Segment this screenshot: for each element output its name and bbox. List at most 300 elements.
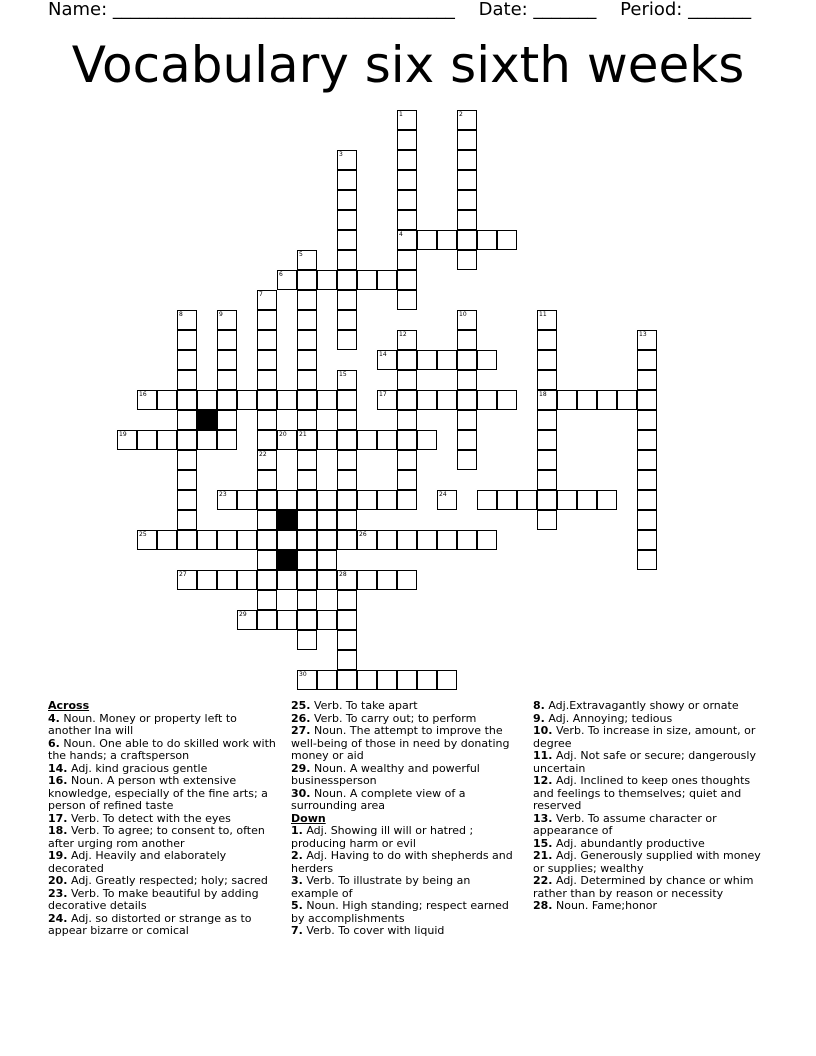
grid-cell[interactable]: [177, 530, 197, 550]
grid-cell[interactable]: [397, 370, 417, 390]
grid-cell[interactable]: [257, 490, 277, 510]
grid-cell[interactable]: [377, 670, 397, 690]
grid-cell[interactable]: [317, 390, 337, 410]
clue-item: [48, 775, 276, 813]
grid-cell[interactable]: [317, 610, 337, 630]
grid-cell[interactable]: [637, 350, 657, 370]
grid-cell[interactable]: [257, 350, 277, 370]
grid-cell[interactable]: [177, 510, 197, 530]
grid-cell[interactable]: [317, 550, 337, 570]
clue-number: 18: [539, 391, 547, 398]
grid-cell[interactable]: [357, 490, 377, 510]
grid-cell[interactable]: [257, 550, 277, 570]
grid-cell[interactable]: [257, 590, 277, 610]
grid-cell[interactable]: [337, 410, 357, 430]
clue-item-number: 13.: [533, 811, 553, 825]
grid-cell[interactable]: [257, 410, 277, 430]
clue-number: 21: [299, 431, 307, 438]
grid-cell[interactable]: [177, 430, 197, 450]
clue-number: 24: [439, 491, 447, 498]
grid-cell[interactable]: [457, 450, 477, 470]
clue-item-text: Adj. Determined by chance or whim rather than by reason or necessity: [533, 874, 754, 900]
grid-cell[interactable]: [217, 330, 237, 350]
grid-cell[interactable]: [157, 530, 177, 550]
clue-number: 7: [259, 291, 263, 298]
grid-cell[interactable]: [637, 510, 657, 530]
grid-cell[interactable]: [337, 610, 357, 630]
grid-cell[interactable]: [337, 470, 357, 490]
grid-cell[interactable]: [337, 150, 357, 170]
clue-item-text: Verb. To increase in size, amount, or degree: [533, 724, 756, 750]
grid-cell[interactable]: [237, 530, 257, 550]
grid-cell[interactable]: [537, 390, 557, 410]
grid-cell[interactable]: [457, 530, 477, 550]
grid-cell[interactable]: [457, 190, 477, 210]
clue-item-text: Verb. To detect with the eyes: [67, 811, 231, 825]
clue-number: 9: [219, 311, 223, 318]
clue-item: [291, 875, 519, 900]
grid-cell[interactable]: [277, 510, 297, 530]
grid-cell[interactable]: [337, 210, 357, 230]
grid-cell[interactable]: [417, 390, 437, 410]
clue-item-text: Noun. The attempt to improve the well-being of those in need by donating money or aid: [291, 724, 510, 762]
grid-cell[interactable]: [597, 390, 617, 410]
grid-cell[interactable]: [497, 390, 517, 410]
grid-cell[interactable]: [337, 370, 357, 390]
grid-cell[interactable]: [337, 670, 357, 690]
grid-cell[interactable]: [217, 310, 237, 330]
grid-cell[interactable]: [217, 530, 237, 550]
grid-cell[interactable]: [537, 450, 557, 470]
clue-number: 28: [339, 571, 347, 578]
grid-cell[interactable]: [337, 430, 357, 450]
grid-cell[interactable]: [497, 490, 517, 510]
grid-cell[interactable]: [457, 110, 477, 130]
grid-cell[interactable]: [277, 390, 297, 410]
grid-cell[interactable]: [357, 430, 377, 450]
grid-cell[interactable]: [357, 270, 377, 290]
grid-cell[interactable]: [637, 430, 657, 450]
clue-number: 30: [299, 671, 307, 678]
clue-item-number: 19.: [48, 849, 68, 862]
clue-item-number: 3.: [291, 874, 303, 887]
grid-cell[interactable]: [337, 170, 357, 190]
grid-cell[interactable]: [397, 490, 417, 510]
grid-cell[interactable]: [637, 330, 657, 350]
grid-cell[interactable]: [437, 670, 457, 690]
grid-cell[interactable]: [477, 490, 497, 510]
grid-cell[interactable]: [217, 390, 237, 410]
grid-cell[interactable]: [317, 570, 337, 590]
grid-cell[interactable]: [177, 310, 197, 330]
grid-cell[interactable]: [337, 190, 357, 210]
grid-cell[interactable]: [377, 530, 397, 550]
grid-cell[interactable]: [297, 550, 317, 570]
clue-item: [48, 850, 276, 875]
grid-cell[interactable]: [397, 190, 417, 210]
clue-item-number: 15.: [533, 836, 553, 850]
grid-cell[interactable]: [537, 370, 557, 390]
grid-cell[interactable]: [357, 570, 377, 590]
clue-number: 27: [179, 571, 187, 578]
grid-cell[interactable]: [617, 390, 637, 410]
grid-cell[interactable]: [457, 310, 477, 330]
grid-cell[interactable]: [417, 350, 437, 370]
grid-cell[interactable]: [477, 530, 497, 550]
grid-cell[interactable]: [397, 450, 417, 470]
grid-cell[interactable]: [637, 470, 657, 490]
clue-number: 8: [179, 311, 183, 318]
grid-cell[interactable]: [557, 390, 577, 410]
grid-cell[interactable]: [337, 510, 357, 530]
grid-cell[interactable]: [277, 550, 297, 570]
grid-cell[interactable]: [257, 530, 277, 550]
grid-cell[interactable]: [337, 270, 357, 290]
grid-cell[interactable]: [577, 390, 597, 410]
grid-cell[interactable]: [437, 350, 457, 370]
page-title: Vocabulary six sixth weeks: [71, 36, 745, 94]
grid-cell[interactable]: [337, 250, 357, 270]
grid-cell[interactable]: [457, 390, 477, 410]
grid-cell[interactable]: [197, 390, 217, 410]
grid-cell[interactable]: [297, 430, 317, 450]
grid-cell[interactable]: [637, 450, 657, 470]
grid-cell[interactable]: [337, 590, 357, 610]
grid-cell[interactable]: [397, 430, 417, 450]
grid-cell[interactable]: [317, 490, 337, 510]
grid-cell[interactable]: [337, 310, 357, 330]
clue-item-number: 1.: [291, 824, 303, 837]
grid-cell[interactable]: [457, 230, 477, 250]
grid-cell[interactable]: [337, 630, 357, 650]
clue-number: 17: [379, 391, 387, 398]
grid-cell[interactable]: [537, 330, 557, 350]
grid-cell[interactable]: [157, 390, 177, 410]
grid-cell[interactable]: [317, 670, 337, 690]
grid-cell[interactable]: [297, 390, 317, 410]
grid-cell[interactable]: [457, 150, 477, 170]
grid-cell[interactable]: [177, 470, 197, 490]
clue-item-text: Adj. Generously supplied with money or supplies; wealthy: [533, 849, 761, 875]
grid-cell[interactable]: [397, 670, 417, 690]
grid-cell[interactable]: [477, 390, 497, 410]
grid-cell[interactable]: [217, 350, 237, 370]
clue-number: 11: [539, 311, 547, 318]
clue-item: [48, 888, 276, 913]
grid-cell[interactable]: [297, 250, 317, 270]
grid-cell[interactable]: [177, 350, 197, 370]
grid-cell[interactable]: [397, 110, 417, 130]
grid-cell[interactable]: [197, 430, 217, 450]
grid-cell[interactable]: [337, 490, 357, 510]
grid-cell[interactable]: [577, 490, 597, 510]
clue-number: 10: [459, 311, 467, 318]
clue-item-number: 24.: [48, 911, 68, 925]
grid-cell[interactable]: [357, 670, 377, 690]
grid-cell[interactable]: [257, 310, 277, 330]
grid-cell[interactable]: [437, 530, 457, 550]
grid-cell[interactable]: [257, 470, 277, 490]
grid-cell[interactable]: [557, 490, 577, 510]
clue-number: 15: [339, 371, 347, 378]
grid-cell[interactable]: [117, 430, 137, 450]
grid-cell[interactable]: [237, 610, 257, 630]
clue-item-text: Verb. To illustrate by being an example of: [291, 874, 471, 900]
grid-cell[interactable]: [297, 530, 317, 550]
clue-number: 20: [279, 431, 287, 438]
grid-cell[interactable]: [317, 430, 337, 450]
grid-cell[interactable]: [277, 490, 297, 510]
grid-cell[interactable]: [437, 390, 457, 410]
grid-cell[interactable]: [597, 490, 617, 510]
grid-cell[interactable]: [277, 530, 297, 550]
clue-item-number: 10.: [533, 724, 553, 737]
clue-item: [291, 900, 519, 925]
grid-cell[interactable]: [437, 230, 457, 250]
grid-cell[interactable]: [197, 530, 217, 550]
grid-cell[interactable]: [277, 270, 297, 290]
clue-item: [291, 763, 519, 788]
grid-cell[interactable]: [537, 490, 557, 510]
grid-cell[interactable]: [457, 330, 477, 350]
grid-cell[interactable]: [157, 430, 177, 450]
grid-cell[interactable]: [457, 210, 477, 230]
grid-cell[interactable]: [257, 610, 277, 630]
grid-cell[interactable]: [417, 230, 437, 250]
clue-number: 23: [219, 491, 227, 498]
grid-cell[interactable]: [397, 350, 417, 370]
grid-cell[interactable]: [337, 230, 357, 250]
grid-cell[interactable]: [297, 570, 317, 590]
grid-cell[interactable]: [377, 390, 397, 410]
grid-cell[interactable]: [177, 410, 197, 430]
grid-cell[interactable]: [177, 490, 197, 510]
grid-cell[interactable]: [377, 270, 397, 290]
grid-cell[interactable]: [297, 630, 317, 650]
grid-cell[interactable]: [177, 330, 197, 350]
grid-cell[interactable]: [637, 390, 657, 410]
clue-item-number: 20.: [48, 874, 68, 887]
grid-cell[interactable]: [477, 230, 497, 250]
grid-cell[interactable]: [437, 490, 457, 510]
grid-cell[interactable]: [317, 510, 337, 530]
grid-cell[interactable]: [377, 350, 397, 370]
grid-cell[interactable]: [337, 330, 357, 350]
clue-item-number: 30.: [291, 786, 311, 800]
grid-cell[interactable]: [297, 610, 317, 630]
grid-cell[interactable]: [277, 430, 297, 450]
clue-number: 6: [279, 271, 283, 278]
grid-cell[interactable]: [397, 150, 417, 170]
grid-cell[interactable]: [537, 410, 557, 430]
grid-cell[interactable]: [377, 570, 397, 590]
grid-cell[interactable]: [237, 570, 257, 590]
grid-cell[interactable]: [297, 470, 317, 490]
grid-cell[interactable]: [637, 490, 657, 510]
grid-cell[interactable]: [297, 450, 317, 470]
grid-cell[interactable]: [397, 530, 417, 550]
grid-cell[interactable]: [217, 370, 237, 390]
clue-item-text: Verb. To agree; to consent to, often after urging rom another: [48, 824, 265, 850]
grid-cell[interactable]: [497, 230, 517, 250]
grid-cell[interactable]: [397, 470, 417, 490]
grid-cell[interactable]: [257, 450, 277, 470]
clue-item: [291, 825, 519, 850]
grid-cell[interactable]: [397, 250, 417, 270]
grid-cell[interactable]: [337, 570, 357, 590]
grid-cell[interactable]: [397, 130, 417, 150]
grid-cell[interactable]: [177, 370, 197, 390]
clue-item-number: 16.: [48, 774, 68, 787]
clue-item: [291, 925, 519, 938]
clue-item: [291, 850, 519, 875]
grid-cell[interactable]: [217, 570, 237, 590]
grid-cell[interactable]: [397, 330, 417, 350]
grid-cell[interactable]: [237, 390, 257, 410]
clue-item: [291, 788, 519, 813]
grid-cell[interactable]: [277, 610, 297, 630]
grid-cell[interactable]: [397, 290, 417, 310]
clue-item-number: 18.: [48, 824, 68, 837]
clue-item-text: Adj. Heavily and elaborately decorated: [48, 849, 227, 875]
grid-cell[interactable]: [317, 270, 337, 290]
grid-cell[interactable]: [217, 430, 237, 450]
grid-cell[interactable]: [637, 530, 657, 550]
grid-cell[interactable]: [217, 410, 237, 430]
grid-cell[interactable]: [237, 490, 257, 510]
clue-item-number: 6.: [48, 736, 60, 750]
date-field[interactable]: Date: _______: [478, 0, 597, 20]
grid-cell[interactable]: [457, 370, 477, 390]
clue-item-text: Verb. To take apart: [310, 699, 418, 712]
across-heading: Across: [48, 699, 90, 712]
grid-cell[interactable]: [337, 530, 357, 550]
grid-cell[interactable]: [397, 230, 417, 250]
grid-cell[interactable]: [277, 570, 297, 590]
grid-cell[interactable]: [537, 430, 557, 450]
grid-cell[interactable]: [297, 310, 317, 330]
clue-item-text: Verb. To cover with liquid: [302, 924, 445, 937]
clue-number: 19: [119, 431, 127, 438]
clue-item-text: Adj. kind gracious gentle: [67, 761, 208, 775]
clue-item-number: 2.: [291, 849, 303, 862]
grid-cell[interactable]: [297, 670, 317, 690]
grid-cell[interactable]: [457, 430, 477, 450]
grid-cell[interactable]: [637, 550, 657, 570]
grid-cell[interactable]: [257, 510, 277, 530]
grid-cell[interactable]: [537, 310, 557, 330]
clue-item: [48, 713, 276, 738]
grid-cell[interactable]: [397, 170, 417, 190]
grid-cell[interactable]: [417, 430, 437, 450]
grid-cell[interactable]: [337, 650, 357, 670]
clue-column-1: [48, 700, 276, 938]
grid-cell[interactable]: [317, 530, 337, 550]
grid-cell[interactable]: [297, 590, 317, 610]
clue-item: [533, 725, 761, 750]
grid-cell[interactable]: [297, 490, 317, 510]
grid-cell[interactable]: [297, 330, 317, 350]
clue-item-text: Noun. High standing; respect earned by accomplishments: [291, 899, 509, 925]
grid-cell[interactable]: [177, 390, 197, 410]
grid-cell[interactable]: [297, 270, 317, 290]
grid-cell[interactable]: [257, 330, 277, 350]
grid-cell[interactable]: [337, 450, 357, 470]
grid-cell[interactable]: [517, 490, 537, 510]
grid-cell[interactable]: [457, 350, 477, 370]
clue-column-2: [291, 700, 519, 938]
grid-cell[interactable]: [397, 570, 417, 590]
grid-cell[interactable]: [297, 510, 317, 530]
grid-cell[interactable]: [417, 530, 437, 550]
grid-cell[interactable]: [257, 370, 277, 390]
grid-cell[interactable]: [457, 250, 477, 270]
grid-cell[interactable]: [637, 370, 657, 390]
grid-cell[interactable]: [257, 390, 277, 410]
grid-cell[interactable]: [397, 210, 417, 230]
grid-cell[interactable]: [137, 530, 157, 550]
name-field[interactable]: Name: ______________________________________: [48, 0, 455, 20]
grid-cell[interactable]: [337, 390, 357, 410]
grid-cell[interactable]: [397, 390, 417, 410]
clue-item-text: Verb. To assume character or appearance of: [533, 811, 717, 837]
grid-cell[interactable]: [257, 570, 277, 590]
grid-cell[interactable]: [257, 290, 277, 310]
clue-item-text: Adj. Showing ill will or hatred ; producing harm or evil: [291, 824, 474, 850]
grid-cell[interactable]: [177, 570, 197, 590]
grid-cell[interactable]: [257, 430, 277, 450]
grid-cell[interactable]: [297, 410, 317, 430]
clue-item-number: 29.: [291, 761, 311, 775]
grid-cell[interactable]: [377, 430, 397, 450]
clue-item-number: 22.: [533, 874, 553, 887]
clue-item: [533, 900, 761, 913]
grid-cell[interactable]: [197, 570, 217, 590]
clue-item-number: 23.: [48, 886, 68, 900]
grid-cell[interactable]: [337, 290, 357, 310]
grid-cell[interactable]: [477, 350, 497, 370]
grid-cell[interactable]: [537, 510, 557, 530]
grid-cell[interactable]: [217, 490, 237, 510]
grid-cell[interactable]: [637, 410, 657, 430]
grid-cell[interactable]: [397, 270, 417, 290]
grid-cell[interactable]: [397, 410, 417, 430]
clue-item-text: Noun. A person wth extensive knowledge, especially of the fine arts; a person of refined taste: [48, 774, 268, 812]
period-field[interactable]: Period: _______: [620, 0, 752, 20]
grid-cell[interactable]: [537, 350, 557, 370]
grid-cell[interactable]: [357, 530, 377, 550]
clue-item: [533, 875, 761, 900]
clue-item-text: Adj. Not safe or secure; dangerously uncertain: [533, 749, 756, 775]
grid-cell[interactable]: [177, 450, 197, 470]
grid-cell[interactable]: [457, 410, 477, 430]
grid-cell[interactable]: [537, 470, 557, 490]
clue-item-number: 12.: [533, 774, 553, 787]
grid-cell[interactable]: [297, 350, 317, 370]
grid-cell[interactable]: [457, 170, 477, 190]
grid-cell[interactable]: [137, 390, 157, 410]
grid-cell[interactable]: [457, 130, 477, 150]
clue-item: [533, 813, 761, 838]
clue-number: 16: [139, 391, 147, 398]
grid-cell[interactable]: [297, 370, 317, 390]
grid-cell[interactable]: [377, 490, 397, 510]
clue-item-number: 28.: [533, 899, 553, 912]
grid-cell[interactable]: [297, 290, 317, 310]
grid-cell[interactable]: [417, 670, 437, 690]
grid-cell[interactable]: [137, 430, 157, 450]
clue-item-number: 14.: [48, 761, 68, 775]
